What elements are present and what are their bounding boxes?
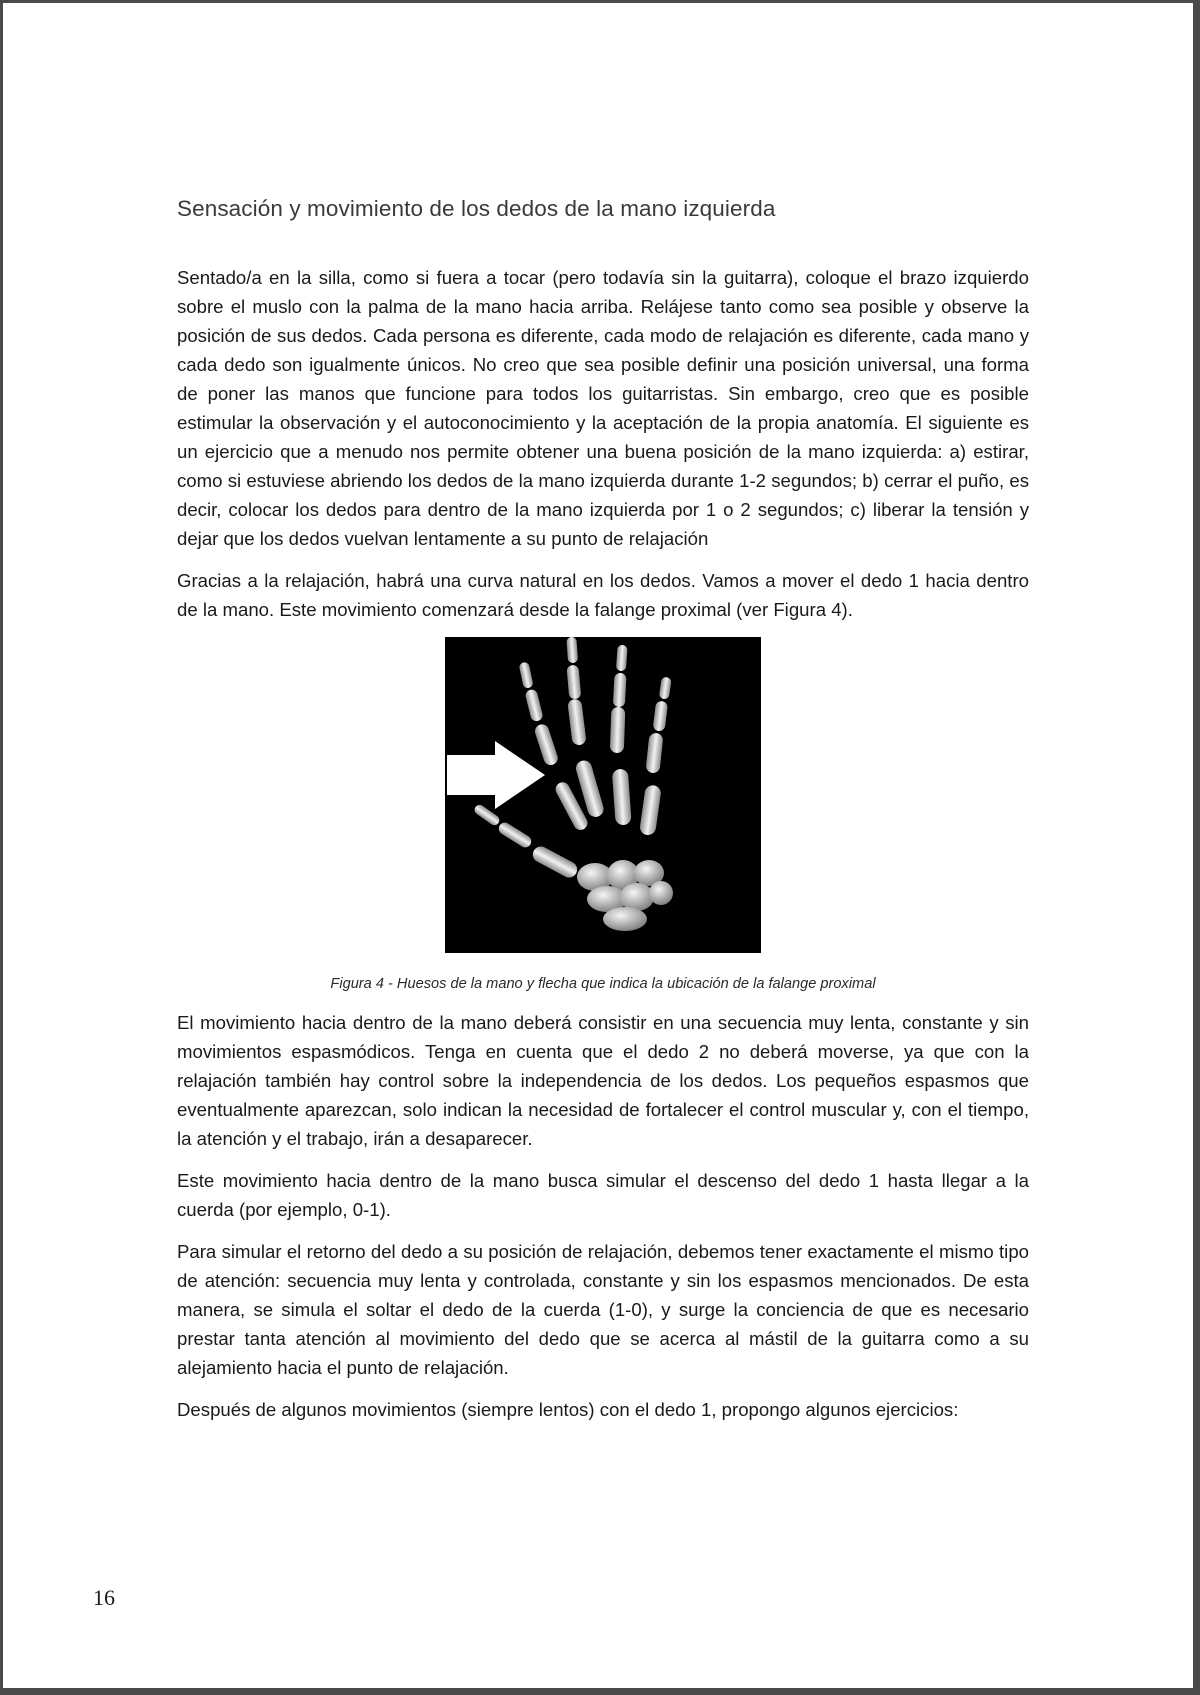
- figure-4: [177, 637, 1029, 994]
- section-heading: Sensación y movimiento de los dedos de la mano izquierda: [177, 196, 776, 221]
- page-content: [177, 193, 1029, 1437]
- paragraph: Después de algunos movimientos (siempre lentos) con el dedo 1, propongo algunos ejercicios:: [177, 1399, 959, 1420]
- paragraph: Gracias a la relajación, habrá una curva natural en los dedos. Vamos a mover el dedo 1 hacia dentro de la mano. Este movimiento comenzará desde la falange proximal (ver Figura 4).: [177, 570, 1029, 620]
- paragraph: Sentado/a en la silla, como si fuera a tocar (pero todavía sin la guitarra), coloque el brazo izquierdo sobre el muslo con la palma de la mano hacia arriba. Relájese tanto como sea posible y observe la posición de sus dedos. Cada persona es diferente, cada modo de relajación es diferente, cada mano y cada dedo son igualmente únicos. No creo que sea posible definir una posición universal, una forma de poner las manos que funcione para todos los guitarristas. Sin embargo, creo que es posible estimular la observación y el autoconocimiento y la aceptación de la propia anatomía. El siguiente es un ejercicio que a menudo nos permite obtener una buena posición de la mano izquierda: a) estirar, como si estuviese abriendo los dedos de la mano izquierda durante 1-2 segundos; b) cerrar el puño, es decir, colocar los dedos para dentro de la mano izquierda por 1 o 2 segundos; c) liberar la tensión y dejar que los dedos vuelvan lentamente a su punto de relajación: [177, 267, 1029, 549]
- paragraph: El movimiento hacia dentro de la mano deberá consistir en una secuencia muy lenta, constante y sin movimientos espasmódicos. Tenga en cuenta que el dedo 2 no deberá moverse, ya que con la relajación también hay control sobre la independencia de los dedos. Los pequeños espasmos que eventualmente aparezcan, solo indican la necesidad de fortalecer el control muscular y, con el tiempo, la atención y el trabajo, irán a desaparecer.: [177, 1012, 1029, 1149]
- hand-bones-image: [445, 637, 761, 953]
- page-number: 16: [93, 1585, 115, 1610]
- figure-caption: Figura 4 - Huesos de la mano y flecha que indica la ubicación de la falange proximal: [330, 976, 876, 992]
- paragraph: Para simular el retorno del dedo a su posición de relajación, debemos tener exactamente el mismo tipo de atención: secuencia muy lenta y controlada, constante y sin los espasmos mencionados. De esta manera, se simula el soltar el dedo de la cuerda (1-0), y surge la conciencia de que es necesario prestar tanta atención al movimiento del dedo que se acerca al mástil de la guitarra como a su alejamiento hacia el punto de relajación.: [177, 1241, 1029, 1378]
- paragraph: Este movimiento hacia dentro de la mano busca simular el descenso del dedo 1 hasta llegar a la cuerda (por ejemplo, 0-1).: [177, 1170, 1029, 1220]
- hand-skeleton-illustration: [445, 637, 761, 953]
